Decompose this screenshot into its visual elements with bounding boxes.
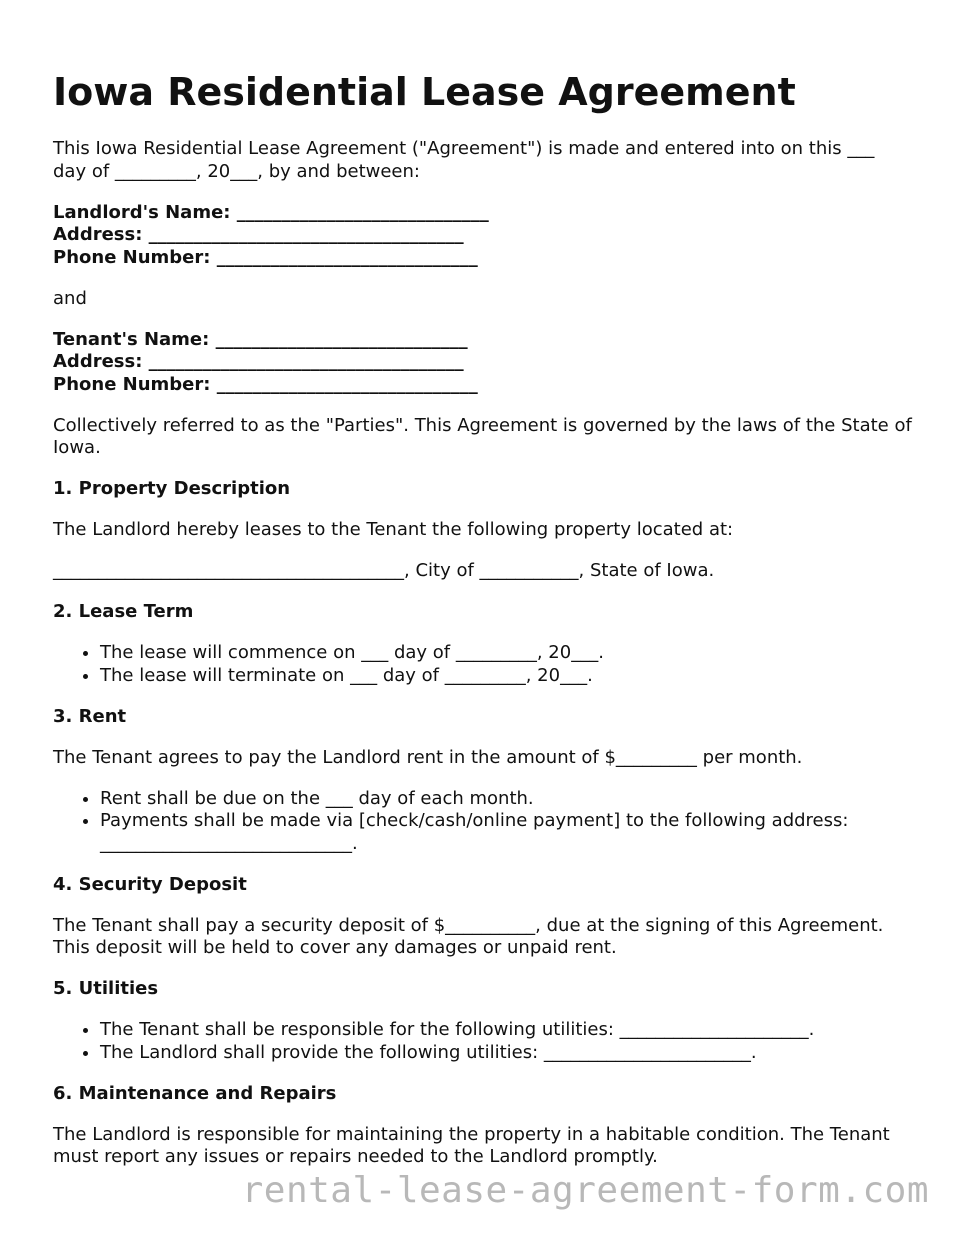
tenant-address-field: Address: ___________________________________	[53, 351, 464, 372]
landlord-name-field: Landlord's Name: ____________________________	[53, 201, 489, 223]
parties-paragraph: Collectively referred to as the "Parties". This Agreement is governed by the laws of the State of Iowa.	[53, 414, 912, 458]
property-paragraph: The Landlord hereby leases to the Tenant the following property located at:	[53, 519, 734, 540]
deposit-paragraph: The Tenant shall pay a security deposit of $__________, due at the signing of this Agreement. This deposit will be held to cover any damages or unpaid rent.	[53, 914, 884, 958]
list-item: • The lease will terminate on ___ day of _________, 20___.	[100, 665, 913, 688]
term-list	[53, 642, 913, 687]
tenant-block	[53, 329, 913, 397]
document-body	[53, 138, 913, 1187]
tenant-name-field: Tenant's Name: ____________________________	[53, 328, 468, 350]
section-heading-rent: 3. Rent	[53, 705, 127, 727]
landlord-phone-field: Phone Number: _____________________________	[53, 246, 478, 268]
list-item: • The lease will commence on ___ day of _________, 20___.	[100, 642, 913, 665]
maintenance-paragraph: The Landlord is responsible for maintaining the property in a habitable condition. The Tenant must report any issues or repairs needed to the Landlord promptly.	[53, 1123, 890, 1167]
and-separator: and	[53, 287, 87, 309]
property-address-line: _______________________________________, City of ___________, State of Iowa.	[53, 560, 715, 581]
section-heading-maintenance: 6. Maintenance and Repairs	[53, 1082, 337, 1104]
intro-paragraph: This Iowa Residential Lease Agreement ("Agreement") is made and entered into on this ___ day of _________, 20___, by and between:	[53, 138, 875, 182]
landlord-address-field: Address: ___________________________________	[53, 224, 464, 245]
list-item: • Payments shall be made via [check/cash/online payment] to the following address: ____________________________.	[100, 810, 913, 855]
document-title: Iowa Residential Lease Agreement	[53, 70, 796, 114]
utilities-list	[53, 1019, 913, 1064]
rent-paragraph: The Tenant agrees to pay the Landlord rent in the amount of $_________ per month.	[53, 746, 803, 768]
rent-list	[53, 788, 913, 856]
tenant-phone-field: Phone Number: _____________________________	[53, 373, 478, 395]
list-item: • The Tenant shall be responsible for the following utilities: _____________________.	[100, 1019, 913, 1042]
section-heading-property: 1. Property Description	[53, 478, 291, 499]
section-heading-utilities: 5. Utilities	[53, 978, 159, 999]
watermark-text: rental-lease-agreement-form.com	[241, 1170, 929, 1211]
landlord-block	[53, 202, 913, 270]
section-heading-deposit: 4. Security Deposit	[53, 873, 247, 895]
list-item: • Rent shall be due on the ___ day of each month.	[100, 788, 913, 811]
list-item: • The Landlord shall provide the following utilities: _______________________.	[100, 1042, 913, 1065]
section-heading-term: 2. Lease Term	[53, 601, 194, 622]
